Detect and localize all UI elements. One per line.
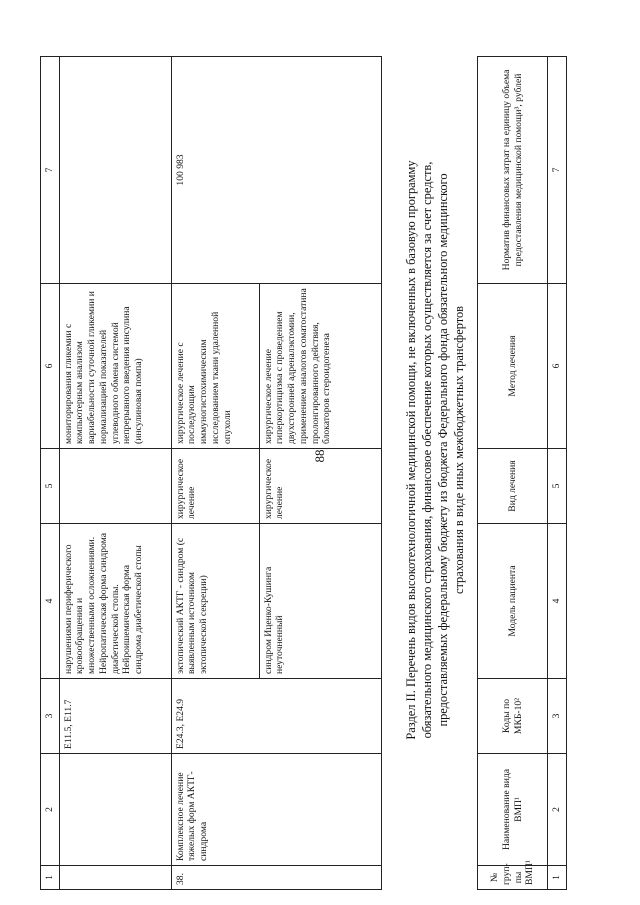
norm-cell — [59, 57, 171, 284]
col-number-1: 1 — [41, 866, 60, 890]
patient-model-cell: эктопический АКТГ - синдром (с выявленным источником эктопической секреции) — [171, 524, 259, 679]
col-number-6: 6 — [41, 284, 60, 449]
norm-cell: 100 983 — [171, 57, 381, 284]
table-number-row — [41, 57, 60, 890]
col-number-4: 4 — [548, 524, 567, 679]
header-treatment-method: Метод лечения — [478, 284, 548, 449]
vmp-table-continuation — [40, 56, 382, 890]
col-number-5: 5 — [548, 449, 567, 524]
patient-model-cell: нарушениями периферического кровообращения и множественными осложнениями. Нейропатическая форма синдрома диабетической стопы. Нейроишемическая форма синдрома диабетической стопы — [59, 524, 171, 679]
header-group-number: № груп-пы ВМП¹ — [478, 866, 548, 890]
header-vmp-name: Наименование вида ВМП¹ — [478, 754, 548, 866]
col-number-2: 2 — [548, 754, 567, 866]
icd-codes-cell: E24.3, E24.9 — [171, 679, 381, 754]
table-header-row — [478, 57, 548, 890]
header-icd-codes: Коды по МКБ-10² — [478, 679, 548, 754]
col-number-7: 7 — [548, 57, 567, 284]
section-title-line: страхования в виде иных межбюджетных трансфертов — [452, 305, 467, 595]
header-patient-model: Модель пациента — [478, 524, 548, 679]
col-number-6: 6 — [548, 284, 567, 449]
section-title-line: Раздел II. Перечень видов высокотехнологичной медицинской помощи, не включенных в базовую программу — [404, 160, 418, 740]
treatment-method-cell: хирургическое лечение гиперкортицизма с проведением двухсторонней адреналэктомии, применением аналогов соматостатина пролонгированного действия, блокаторов стероидогенеза — [259, 284, 381, 449]
table-row — [59, 57, 171, 890]
vmp-table-section-2 — [477, 56, 567, 890]
col-number-1: 1 — [548, 866, 567, 890]
row-number-cell — [59, 866, 171, 890]
section-title-line: обязательного медицинского страхования, финансовое обеспечение которых осуществляется за счет средств, — [420, 161, 435, 739]
treatment-type-cell: хирургическое лечение — [171, 449, 259, 524]
patient-model-cell: синдром Иценко-Кушинга неуточненный — [259, 524, 381, 679]
icd-codes-cell: E11.5, E11.7 — [59, 679, 171, 754]
col-number-3: 3 — [548, 679, 567, 754]
table-number-row — [548, 57, 567, 890]
treatment-method-cell: хирургическое лечение с последующим иммуногистохимическим исследованием ткани удаленной опухоли — [171, 284, 259, 449]
treatment-method-cell: мониторирования гликемии с компьютерным анализом вариабельности суточной гликемии и нормализацией показателей углеводного обмена системой непрерывного введения инсулина (инсулиновая помпа) — [59, 284, 171, 449]
row-number-cell: 38. — [171, 866, 381, 890]
col-number-7: 7 — [41, 57, 60, 284]
treatment-type-cell — [59, 449, 171, 524]
header-financial-norm: Норматив финансовых затрат на единицу объема предоставления медицинской помощи³, рублей — [478, 57, 548, 284]
vmp-name-cell — [59, 754, 171, 866]
rotated-page-content — [15, 20, 615, 890]
treatment-type-cell: хирургическое лечение — [259, 449, 381, 524]
section-title-line: предоставляемых федеральному бюджету из бюджета Федерального фонда обязательного медицинского — [436, 173, 451, 727]
col-number-2: 2 — [41, 754, 60, 866]
vmp-name-cell: Комплексное лечение тяжелых форм АКТГ-синдрома — [171, 754, 381, 866]
header-treatment-type: Вид лечения — [478, 449, 548, 524]
col-number-5: 5 — [41, 449, 60, 524]
table-row — [171, 57, 259, 890]
section-title — [403, 150, 468, 750]
page-number: 88 — [312, 449, 327, 463]
col-number-3: 3 — [41, 679, 60, 754]
col-number-4: 4 — [41, 524, 60, 679]
